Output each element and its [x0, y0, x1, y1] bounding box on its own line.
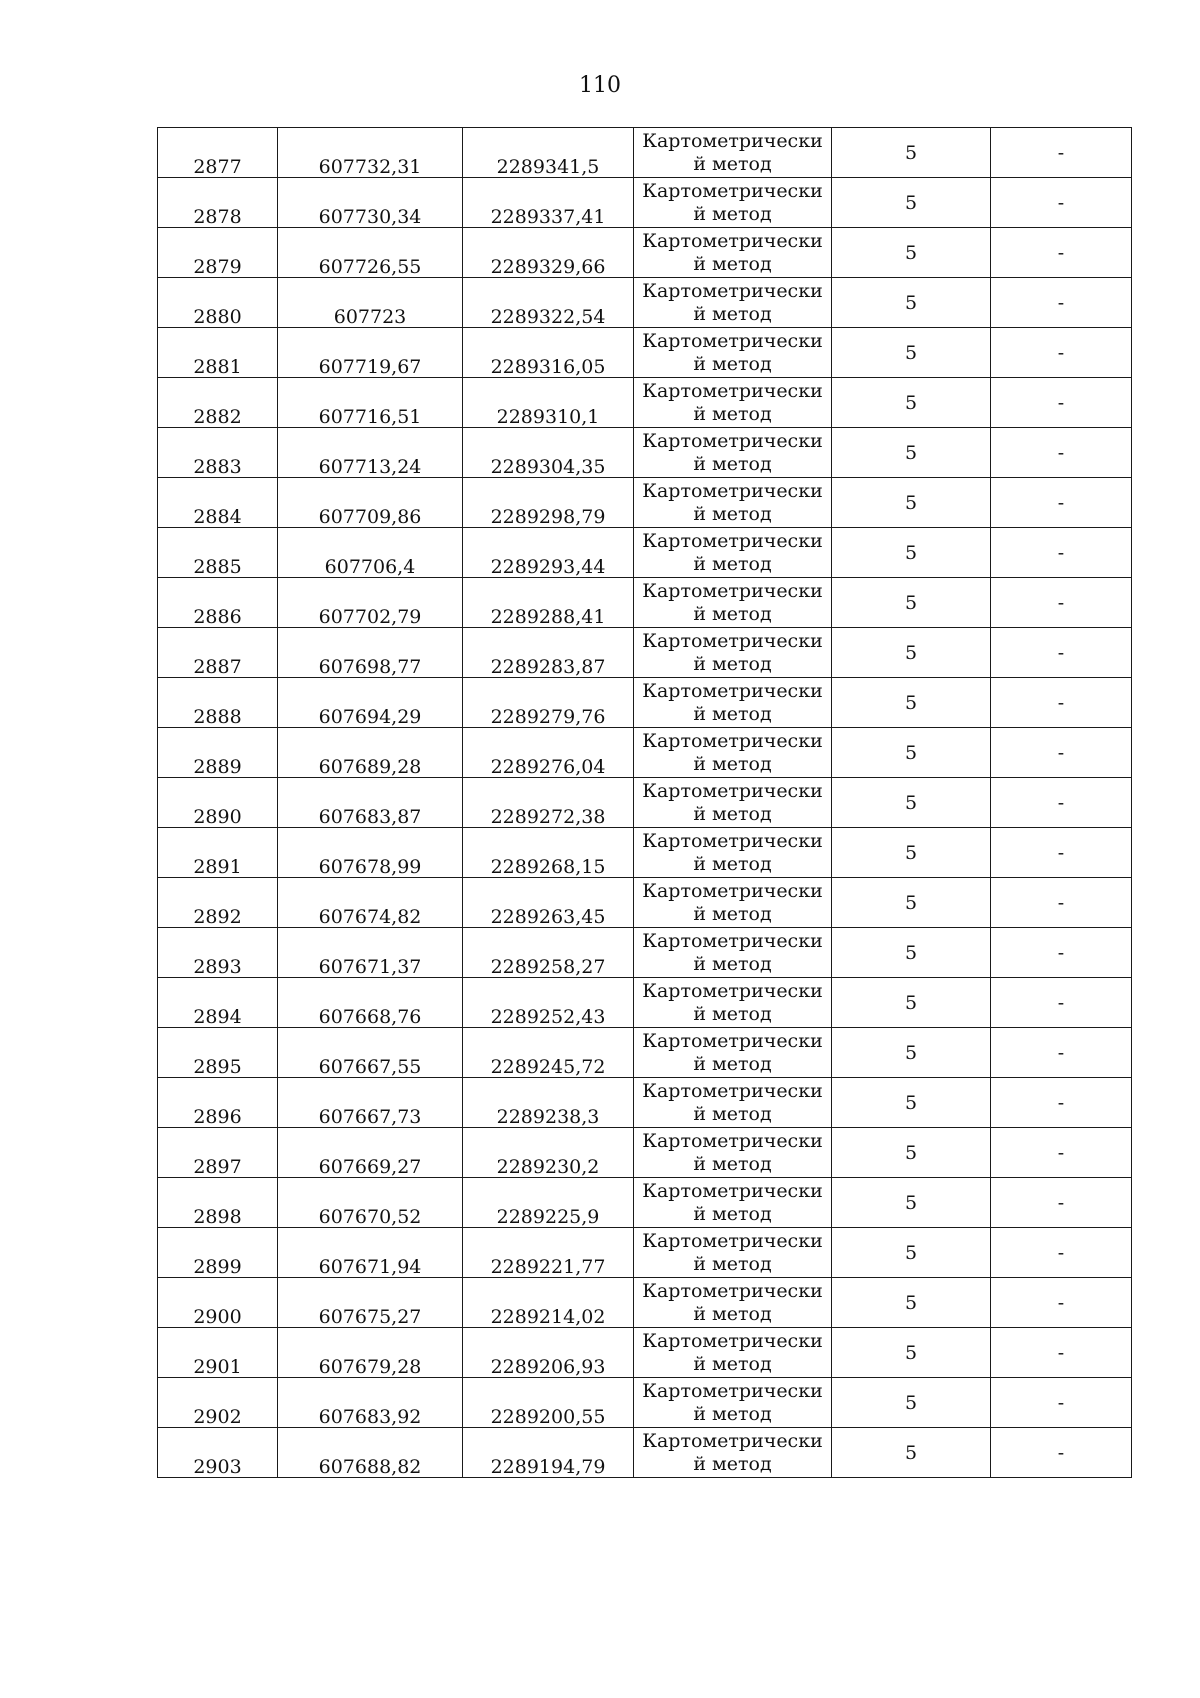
accuracy-cell: 5	[832, 578, 991, 628]
method-cell	[634, 778, 832, 828]
method-cell	[634, 678, 832, 728]
table-row	[158, 128, 1132, 178]
accuracy-cell: 5	[832, 1278, 991, 1328]
method-cell	[634, 428, 832, 478]
method-line-2: й метод	[693, 452, 772, 475]
accuracy-cell: 5	[832, 128, 991, 178]
method-line-2: й метод	[693, 552, 772, 575]
note-cell: -	[991, 1128, 1132, 1178]
method-line-2: й метод	[693, 1302, 772, 1325]
method-cell	[634, 178, 832, 228]
x-coordinate-cell: 607671,37	[278, 928, 463, 978]
note-cell: -	[991, 828, 1132, 878]
note-cell: -	[991, 128, 1132, 178]
accuracy-cell: 5	[832, 478, 991, 528]
method-cell	[634, 278, 832, 328]
note-cell: -	[991, 1178, 1132, 1228]
table-row	[158, 878, 1132, 928]
point-number-cell: 2885	[158, 528, 278, 578]
method-cell	[634, 328, 832, 378]
table-row	[158, 828, 1132, 878]
y-coordinate-cell: 2289268,15	[463, 828, 634, 878]
accuracy-cell: 5	[832, 1078, 991, 1128]
x-coordinate-cell: 607732,31	[278, 128, 463, 178]
method-line-1: Картометрически	[642, 1379, 823, 1402]
y-coordinate-cell: 2289322,54	[463, 278, 634, 328]
note-cell: -	[991, 578, 1132, 628]
table-row	[158, 1378, 1132, 1428]
point-number-cell: 2899	[158, 1228, 278, 1278]
accuracy-cell: 5	[832, 278, 991, 328]
table-row	[158, 1128, 1132, 1178]
note-cell: -	[991, 1428, 1132, 1478]
accuracy-cell: 5	[832, 978, 991, 1028]
note-cell: -	[991, 378, 1132, 428]
x-coordinate-cell: 607674,82	[278, 878, 463, 928]
y-coordinate-cell: 2289316,05	[463, 328, 634, 378]
method-line-1: Картометрически	[642, 679, 823, 702]
accuracy-cell: 5	[832, 1378, 991, 1428]
x-coordinate-cell: 607683,87	[278, 778, 463, 828]
x-coordinate-cell: 607675,27	[278, 1278, 463, 1328]
method-line-1: Картометрически	[642, 779, 823, 802]
method-line-1: Картометрически	[642, 1279, 823, 1302]
x-coordinate-cell: 607730,34	[278, 178, 463, 228]
note-cell: -	[991, 1328, 1132, 1378]
accuracy-cell: 5	[832, 1328, 991, 1378]
method-line-1: Картометрически	[642, 1029, 823, 1052]
method-cell	[634, 528, 832, 578]
y-coordinate-cell: 2289200,55	[463, 1378, 634, 1428]
method-cell	[634, 728, 832, 778]
accuracy-cell: 5	[832, 1128, 991, 1178]
table-row	[158, 278, 1132, 328]
table-row	[158, 1278, 1132, 1328]
point-number-cell: 2894	[158, 978, 278, 1028]
x-coordinate-cell: 607689,28	[278, 728, 463, 778]
method-line-1: Картометрически	[642, 529, 823, 552]
method-cell	[634, 578, 832, 628]
note-cell: -	[991, 1028, 1132, 1078]
method-line-1: Картометрически	[642, 829, 823, 852]
method-line-1: Картометрически	[642, 429, 823, 452]
method-line-2: й метод	[693, 1202, 772, 1225]
method-line-1: Картометрически	[642, 279, 823, 302]
method-cell	[634, 928, 832, 978]
y-coordinate-cell: 2289288,41	[463, 578, 634, 628]
table-row	[158, 178, 1132, 228]
method-cell	[634, 1078, 832, 1128]
method-line-1: Картометрически	[642, 179, 823, 202]
table-row	[158, 1428, 1132, 1478]
point-number-cell: 2891	[158, 828, 278, 878]
note-cell: -	[991, 728, 1132, 778]
method-cell	[634, 1228, 832, 1278]
x-coordinate-cell: 607678,99	[278, 828, 463, 878]
method-line-2: й метод	[693, 652, 772, 675]
method-cell	[634, 1028, 832, 1078]
table-row	[158, 1078, 1132, 1128]
method-line-2: й метод	[693, 1152, 772, 1175]
y-coordinate-cell: 2289263,45	[463, 878, 634, 928]
point-number-cell: 2884	[158, 478, 278, 528]
accuracy-cell: 5	[832, 1028, 991, 1078]
x-coordinate-cell: 607669,27	[278, 1128, 463, 1178]
note-cell: -	[991, 228, 1132, 278]
x-coordinate-cell: 607702,79	[278, 578, 463, 628]
x-coordinate-cell: 607671,94	[278, 1228, 463, 1278]
x-coordinate-cell: 607726,55	[278, 228, 463, 278]
method-line-2: й метод	[693, 1002, 772, 1025]
method-line-1: Картометрически	[642, 979, 823, 1002]
y-coordinate-cell: 2289337,41	[463, 178, 634, 228]
table-row	[158, 1228, 1132, 1278]
method-line-1: Картометрически	[642, 1179, 823, 1202]
method-line-2: й метод	[693, 602, 772, 625]
y-coordinate-cell: 2289310,1	[463, 378, 634, 428]
method-cell	[634, 228, 832, 278]
method-line-2: й метод	[693, 252, 772, 275]
x-coordinate-cell: 607668,76	[278, 978, 463, 1028]
accuracy-cell: 5	[832, 1228, 991, 1278]
table-row	[158, 728, 1132, 778]
point-number-cell: 2886	[158, 578, 278, 628]
method-cell	[634, 878, 832, 928]
point-number-cell: 2901	[158, 1328, 278, 1378]
method-cell	[634, 1278, 832, 1328]
y-coordinate-cell: 2289252,43	[463, 978, 634, 1028]
method-line-2: й метод	[693, 902, 772, 925]
point-number-cell: 2883	[158, 428, 278, 478]
x-coordinate-cell: 607698,77	[278, 628, 463, 678]
method-line-1: Картометрически	[642, 379, 823, 402]
method-line-1: Картометрически	[642, 329, 823, 352]
method-line-2: й метод	[693, 702, 772, 725]
note-cell: -	[991, 928, 1132, 978]
method-cell	[634, 1328, 832, 1378]
x-coordinate-cell: 607667,73	[278, 1078, 463, 1128]
point-number-cell: 2903	[158, 1428, 278, 1478]
accuracy-cell: 5	[832, 728, 991, 778]
y-coordinate-cell: 2289225,9	[463, 1178, 634, 1228]
point-number-cell: 2881	[158, 328, 278, 378]
table-row	[158, 1178, 1132, 1228]
x-coordinate-cell: 607667,55	[278, 1028, 463, 1078]
coordinates-table	[157, 127, 1132, 1478]
method-line-1: Картометрически	[642, 579, 823, 602]
point-number-cell: 2888	[158, 678, 278, 728]
y-coordinate-cell: 2289341,5	[463, 128, 634, 178]
point-number-cell: 2880	[158, 278, 278, 328]
note-cell: -	[991, 328, 1132, 378]
method-cell	[634, 1428, 832, 1478]
point-number-cell: 2882	[158, 378, 278, 428]
point-number-cell: 2902	[158, 1378, 278, 1428]
point-number-cell: 2893	[158, 928, 278, 978]
x-coordinate-cell: 607709,86	[278, 478, 463, 528]
accuracy-cell: 5	[832, 1428, 991, 1478]
x-coordinate-cell: 607688,82	[278, 1428, 463, 1478]
y-coordinate-cell: 2289272,38	[463, 778, 634, 828]
method-line-2: й метод	[693, 952, 772, 975]
x-coordinate-cell: 607679,28	[278, 1328, 463, 1378]
note-cell: -	[991, 428, 1132, 478]
y-coordinate-cell: 2289238,3	[463, 1078, 634, 1128]
accuracy-cell: 5	[832, 778, 991, 828]
accuracy-cell: 5	[832, 328, 991, 378]
table-row	[158, 528, 1132, 578]
note-cell: -	[991, 478, 1132, 528]
method-cell	[634, 628, 832, 678]
method-line-2: й метод	[693, 1402, 772, 1425]
x-coordinate-cell: 607719,67	[278, 328, 463, 378]
point-number-cell: 2878	[158, 178, 278, 228]
method-cell	[634, 478, 832, 528]
y-coordinate-cell: 2289221,77	[463, 1228, 634, 1278]
method-cell	[634, 1378, 832, 1428]
method-line-2: й метод	[693, 852, 772, 875]
table-row	[158, 578, 1132, 628]
x-coordinate-cell: 607683,92	[278, 1378, 463, 1428]
point-number-cell: 2898	[158, 1178, 278, 1228]
table-row	[158, 1328, 1132, 1378]
point-number-cell: 2889	[158, 728, 278, 778]
x-coordinate-cell: 607694,29	[278, 678, 463, 728]
method-line-1: Картометрически	[642, 1079, 823, 1102]
method-line-2: й метод	[693, 1352, 772, 1375]
y-coordinate-cell: 2289206,93	[463, 1328, 634, 1378]
table-row	[158, 378, 1132, 428]
y-coordinate-cell: 2289304,35	[463, 428, 634, 478]
accuracy-cell: 5	[832, 628, 991, 678]
method-line-1: Картометрически	[642, 729, 823, 752]
method-cell	[634, 828, 832, 878]
point-number-cell: 2896	[158, 1078, 278, 1128]
method-cell	[634, 378, 832, 428]
accuracy-cell: 5	[832, 178, 991, 228]
note-cell: -	[991, 1228, 1132, 1278]
table-row	[158, 928, 1132, 978]
note-cell: -	[991, 1378, 1132, 1428]
method-cell	[634, 1128, 832, 1178]
accuracy-cell: 5	[832, 1178, 991, 1228]
y-coordinate-cell: 2289293,44	[463, 528, 634, 578]
point-number-cell: 2900	[158, 1278, 278, 1328]
method-line-1: Картометрически	[642, 1329, 823, 1352]
y-coordinate-cell: 2289329,66	[463, 228, 634, 278]
y-coordinate-cell: 2289283,87	[463, 628, 634, 678]
note-cell: -	[991, 178, 1132, 228]
accuracy-cell: 5	[832, 378, 991, 428]
accuracy-cell: 5	[832, 228, 991, 278]
table-row	[158, 1028, 1132, 1078]
table-row	[158, 628, 1132, 678]
method-line-1: Картометрически	[642, 929, 823, 952]
table-row	[158, 678, 1132, 728]
table-body	[158, 128, 1132, 1478]
method-line-1: Картометрически	[642, 1229, 823, 1252]
point-number-cell: 2895	[158, 1028, 278, 1078]
x-coordinate-cell: 607706,4	[278, 528, 463, 578]
table-row	[158, 328, 1132, 378]
method-line-2: й метод	[693, 502, 772, 525]
accuracy-cell: 5	[832, 678, 991, 728]
method-line-2: й метод	[693, 302, 772, 325]
note-cell: -	[991, 1278, 1132, 1328]
y-coordinate-cell: 2289298,79	[463, 478, 634, 528]
table-row	[158, 478, 1132, 528]
note-cell: -	[991, 628, 1132, 678]
accuracy-cell: 5	[832, 528, 991, 578]
method-line-1: Картометрически	[642, 229, 823, 252]
method-line-1: Картометрически	[642, 879, 823, 902]
method-cell	[634, 978, 832, 1028]
method-line-2: й метод	[693, 1102, 772, 1125]
method-line-1: Картометрически	[642, 629, 823, 652]
accuracy-cell: 5	[832, 878, 991, 928]
x-coordinate-cell: 607670,52	[278, 1178, 463, 1228]
accuracy-cell: 5	[832, 928, 991, 978]
point-number-cell: 2877	[158, 128, 278, 178]
method-line-1: Картометрически	[642, 1429, 823, 1452]
table-row	[158, 978, 1132, 1028]
method-line-2: й метод	[693, 1252, 772, 1275]
y-coordinate-cell: 2289276,04	[463, 728, 634, 778]
method-line-2: й метод	[693, 352, 772, 375]
point-number-cell: 2897	[158, 1128, 278, 1178]
method-cell	[634, 128, 832, 178]
note-cell: -	[991, 978, 1132, 1028]
method-line-1: Картометрически	[642, 1129, 823, 1152]
point-number-cell: 2887	[158, 628, 278, 678]
page-number: 110	[579, 73, 621, 98]
table-row	[158, 778, 1132, 828]
y-coordinate-cell: 2289279,76	[463, 678, 634, 728]
table-row	[158, 228, 1132, 278]
y-coordinate-cell: 2289230,2	[463, 1128, 634, 1178]
accuracy-cell: 5	[832, 828, 991, 878]
method-line-2: й метод	[693, 202, 772, 225]
method-line-2: й метод	[693, 1052, 772, 1075]
note-cell: -	[991, 778, 1132, 828]
note-cell: -	[991, 1078, 1132, 1128]
method-line-2: й метод	[693, 752, 772, 775]
x-coordinate-cell: 607723	[278, 278, 463, 328]
note-cell: -	[991, 878, 1132, 928]
method-line-1: Картометрически	[642, 129, 823, 152]
table-row	[158, 428, 1132, 478]
accuracy-cell: 5	[832, 428, 991, 478]
method-cell	[634, 1178, 832, 1228]
x-coordinate-cell: 607716,51	[278, 378, 463, 428]
note-cell: -	[991, 678, 1132, 728]
note-cell: -	[991, 528, 1132, 578]
method-line-2: й метод	[693, 402, 772, 425]
y-coordinate-cell: 2289258,27	[463, 928, 634, 978]
note-cell: -	[991, 278, 1132, 328]
method-line-1: Картометрически	[642, 479, 823, 502]
y-coordinate-cell: 2289245,72	[463, 1028, 634, 1078]
point-number-cell: 2879	[158, 228, 278, 278]
y-coordinate-cell: 2289194,79	[463, 1428, 634, 1478]
point-number-cell: 2892	[158, 878, 278, 928]
x-coordinate-cell: 607713,24	[278, 428, 463, 478]
method-line-2: й метод	[693, 802, 772, 825]
method-line-2: й метод	[693, 152, 772, 175]
y-coordinate-cell: 2289214,02	[463, 1278, 634, 1328]
method-line-2: й метод	[693, 1452, 772, 1475]
point-number-cell: 2890	[158, 778, 278, 828]
